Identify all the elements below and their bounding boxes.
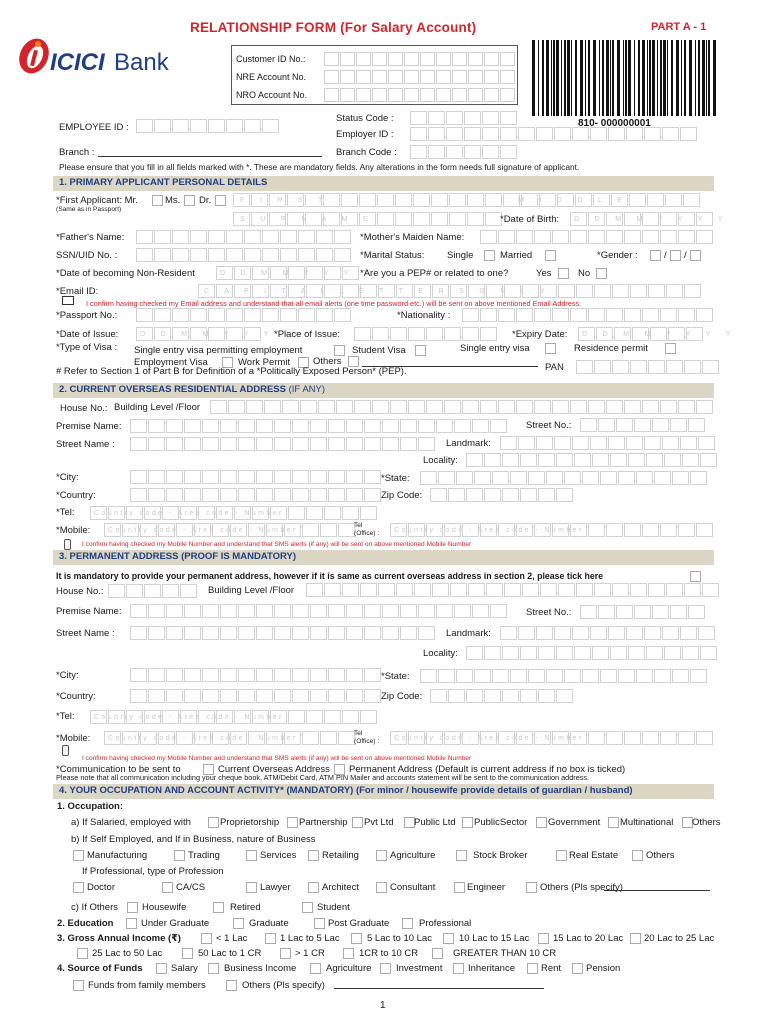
nationality-cells[interactable] <box>462 308 714 322</box>
biz-opts-label-0: Manufacturing <box>87 850 148 861</box>
visa-single-label: Single entry visa <box>460 343 530 354</box>
branch-code-cells[interactable] <box>410 145 518 159</box>
edu-opts-label-0: Under Graduate <box>141 918 210 929</box>
fund-opts-checkbox-0[interactable] <box>156 963 167 974</box>
issue-date-label: *Date of Issue: <box>56 329 119 340</box>
s3-house-label: House No.: <box>56 586 104 597</box>
same-as-current-checkbox[interactable] <box>690 571 701 582</box>
prof-opts-label-2: Lawyer <box>260 882 291 893</box>
customer-id-cells[interactable] <box>324 52 516 66</box>
s2-locality-label: Locality: <box>423 455 458 466</box>
employer-id-label: Employer ID : <box>336 129 394 140</box>
edu-opts-label-2: Post Graduate <box>328 918 390 929</box>
pep-yes-checkbox[interactable] <box>558 268 569 279</box>
s3-tel-placeholder: Country code - Area code - Number <box>94 714 284 721</box>
customer-id-label: Customer ID No.: <box>236 54 306 64</box>
biz-opts-checkbox-2[interactable] <box>246 850 257 861</box>
pan-cells[interactable] <box>576 360 720 374</box>
inc-opts-checkbox-8[interactable] <box>280 948 291 959</box>
gender-f-box[interactable] <box>670 250 681 261</box>
oth-opts-label-2: Student <box>317 902 350 913</box>
sal-opts-label-7: Others <box>692 817 721 828</box>
first-applicant-label: *First Applicant: Mr. <box>56 195 138 206</box>
s2-zip-cells[interactable] <box>430 488 574 502</box>
s2-mobile-placeholder: Country code - Area code - Number <box>108 527 298 534</box>
inc-opts-checkbox-6[interactable] <box>77 948 88 959</box>
s2-country-label: *Country: <box>56 490 96 501</box>
s3-tel-office-label: Tel (Office) : <box>354 730 380 745</box>
building-label: Building Level /Floor <box>114 402 201 413</box>
prof-opts-label-1: CA/CS <box>176 882 206 893</box>
sal-opts-label-2: Pvt Ltd <box>364 817 394 828</box>
passport-label: *Passport No.: <box>56 310 118 321</box>
sal-opts-label-1: Partnership <box>299 817 348 828</box>
fund-opts-checkbox-3[interactable] <box>380 963 391 974</box>
email-placeholder: C A P I T A L L E T T E R S O N L Y <box>204 288 552 295</box>
svg-text:Bank: Bank <box>114 49 169 76</box>
section2-heading: 2. CURRENT OVERSEAS RESIDENTIAL ADDRESS (IF ANY) <box>53 383 714 398</box>
nre-label: NRE Account No. <box>236 72 307 82</box>
dr-label: Dr. <box>199 195 212 206</box>
fund-opts-checkbox-4[interactable] <box>453 963 464 974</box>
s3-house-cells[interactable] <box>108 584 198 598</box>
s3-street-name-cells[interactable] <box>130 626 436 640</box>
biz-opts-checkbox-0[interactable] <box>73 850 84 861</box>
sal-opts-label-4: PublicSector <box>474 817 528 828</box>
s2-city-cells[interactable] <box>130 470 382 484</box>
s2-mobile-confirm-note: I confirm having checked my Mobile Number and understand that SMS alerts (if any) will be sent on above mentioned Mobile Number <box>82 541 472 548</box>
prof-opts-checkbox-4[interactable] <box>376 882 387 893</box>
visa-workpermit-label: Work Permit <box>238 357 291 368</box>
occupation-label: 1. Occupation: <box>57 801 123 812</box>
fund-opts-label-2: Agriculture <box>326 963 372 974</box>
biz-opts-checkbox-6[interactable] <box>556 850 567 861</box>
sal-opts-label-3: Public Ltd <box>414 817 456 828</box>
branch-line[interactable] <box>98 156 322 157</box>
gender-tg-box[interactable] <box>690 250 701 261</box>
form-title: RELATIONSHIP FORM (For Salary Account) <box>190 20 477 35</box>
s2-landmark-label: Landmark: <box>446 438 491 449</box>
prof-opts-checkbox-0[interactable] <box>73 882 84 893</box>
visa-employment-label: Employment Visa <box>134 357 208 368</box>
communication-label: *Communication to be sent to <box>56 764 181 775</box>
fund-opts-label-0: Salary <box>171 963 198 974</box>
prof-opts-label-4: Consultant <box>390 882 436 893</box>
visa-single-employment-checkbox[interactable] <box>334 345 345 356</box>
s2-zip-label: Zip Code: <box>381 490 423 501</box>
s2-state-label: *State: <box>381 473 410 484</box>
s3-city-label: *City: <box>56 670 79 681</box>
inc-opts-label-3: 10 Lac to 15 Lac <box>459 933 530 944</box>
inc-opts-label-9: 1CR to 10 CR <box>359 948 419 959</box>
visa-residence-checkbox[interactable] <box>665 343 676 354</box>
biz-opts-checkbox-1[interactable] <box>174 850 185 861</box>
s3-premise-label: Premise Name: <box>56 606 122 617</box>
inc-opts-label-5: 20 Lac to 25 Lac <box>644 933 715 944</box>
inc-opts-label-10: GREATER THAN 10 CR <box>453 948 557 959</box>
section4-heading: 4. YOUR OCCUPATION AND ACCOUNT ACTIVITY* (MANDATORY) (For minor / housewife provide details of guardian / husband) <box>53 784 714 799</box>
education-label: 2. Education <box>57 918 114 929</box>
fund-opts-checkbox-5[interactable] <box>527 963 538 974</box>
branch-code-label: Branch Code : <box>336 147 397 158</box>
sal-opts-checkbox-2[interactable] <box>352 817 363 828</box>
status-code-cells[interactable] <box>410 111 518 125</box>
issue-date-placeholder: D D M M Y Y Y Y <box>140 331 296 338</box>
s2-tel-placeholder: Country code - Area code - Number <box>94 510 284 517</box>
married-checkbox[interactable] <box>545 250 556 261</box>
fund-opts-checkbox-6[interactable] <box>572 963 583 974</box>
customer-id-box <box>231 45 518 105</box>
ssn-cells[interactable] <box>136 248 352 262</box>
visa-single-employment-label: Single entry visa permitting employment <box>134 345 303 356</box>
s3-country-label: *Country: <box>56 691 96 702</box>
dob-placeholder: D D M M Y Y Y Y <box>574 216 730 223</box>
comm-current-label: Current Overseas Address <box>218 764 330 775</box>
same-as-passport-note: (Same as in Passport) <box>56 206 122 213</box>
dob-label: *Date of Birth: <box>500 214 560 225</box>
s3-zip-cells[interactable] <box>430 689 574 703</box>
inc-opts-checkbox-4[interactable] <box>538 933 549 944</box>
married-label: Married <box>500 250 533 261</box>
s2-building-cells[interactable] <box>210 400 714 414</box>
icici-logo <box>16 34 184 80</box>
s3-tel-label: *Tel: <box>56 711 75 722</box>
nre-cells[interactable] <box>324 70 516 84</box>
communication-note: Please note that all communication including your cheque book, ATM/Debit Card, ATM PIN Mailer and accounts statement will be sent to the communication address. <box>56 773 590 782</box>
biz-opts-checkbox-4[interactable] <box>376 850 387 861</box>
s2-country-cells[interactable] <box>130 488 382 502</box>
inc-opts-checkbox-2[interactable] <box>351 933 362 944</box>
inc-opts-label-6: 25 Lac to 50 Lac <box>92 948 163 959</box>
sal-opts-checkbox-1[interactable] <box>287 817 298 828</box>
s3-street-no-cells[interactable] <box>580 605 706 619</box>
oth-opts-checkbox-0[interactable] <box>127 902 138 913</box>
inc-opts-label-7: 50 Lac to 1 CR <box>198 948 262 959</box>
s2-tel-label: *Tel: <box>56 507 75 518</box>
sal-opts-label-5: Government <box>548 817 601 828</box>
ms-label: Ms. <box>165 195 181 206</box>
middle-placeholder: M I D D L E <box>518 197 629 204</box>
edu-opts-label-1: Graduate <box>249 918 289 929</box>
oth-opts-label-0: Housewife <box>142 902 187 913</box>
s2-city-label: *City: <box>56 472 79 483</box>
fund-opts-label-6: Pension <box>586 963 621 974</box>
sal-opts-checkbox-6[interactable] <box>608 817 619 828</box>
s3-state-cells[interactable] <box>420 669 708 683</box>
s2-tel-office-label: Tel (Office) : <box>354 522 380 537</box>
email-label: *Email ID: <box>56 286 99 297</box>
edu-opts-checkbox-1[interactable] <box>233 918 244 929</box>
inc-opts-label-8: > 1 CR <box>295 948 325 959</box>
s3-state-label: *State: <box>381 671 410 682</box>
barcode <box>530 40 716 116</box>
inc-opts-checkbox-9[interactable] <box>343 948 354 959</box>
ssn-label: SSN/UID No. : <box>56 250 118 261</box>
inc-opts-checkbox-5[interactable] <box>630 933 641 944</box>
inc-opts-checkbox-0[interactable] <box>201 933 212 944</box>
s3-street-no-label: Street No.: <box>526 607 572 618</box>
father-name-label: *Father's Name: <box>56 232 125 243</box>
marital-label: *Marital Status: <box>360 250 425 261</box>
s3-building-cells[interactable] <box>306 583 720 597</box>
s2-landmark-cells[interactable] <box>500 436 716 450</box>
single-label: Single <box>447 250 474 261</box>
s2-tel-office-placeholder: Country code - Area code - Number <box>394 527 584 534</box>
expiry-placeholder: D D M M Y Y Y Y <box>582 331 738 338</box>
father-name-cells[interactable] <box>136 230 352 244</box>
inc-opts-label-4: 15 Lac to 20 Lac <box>553 933 624 944</box>
edu-opts-checkbox-0[interactable] <box>126 918 137 929</box>
inc-opts-label-0: < 1 Lac <box>216 933 248 944</box>
mandatory-notice: Please ensure that you fill in all fields marked with *. These are mandatory fields. Any alterations in the form needs full signature of applicant. <box>59 162 580 172</box>
sal-opts-label-0: Proprietorship <box>220 817 280 828</box>
s3-locality-cells[interactable] <box>466 646 718 660</box>
biz-opts-label-5: Stock Broker <box>473 850 528 861</box>
biz-opts-label-2: Services <box>260 850 297 861</box>
s2-premise-cells[interactable] <box>130 419 508 433</box>
employee-id-cells[interactable] <box>136 119 280 133</box>
source-of-funds-label: 4. Source of Funds <box>57 963 143 974</box>
s3-mobile-label: *Mobile: <box>56 733 91 744</box>
mobile-phone-icon <box>64 539 71 550</box>
prof-opts-label-0: Doctor <box>87 882 115 893</box>
inc-opts-checkbox-1[interactable] <box>265 933 276 944</box>
oth-opts-checkbox-1[interactable] <box>213 902 224 913</box>
employee-id-label: EMPLOYEE ID : <box>59 122 129 133</box>
sal-opts-label-6: Multinational <box>620 817 674 828</box>
s2-locality-cells[interactable] <box>466 453 718 467</box>
s3-tel-office-placeholder: Country code - Area code - Number <box>394 735 584 742</box>
fund-opts-label-1: Business Income <box>224 963 297 974</box>
visa-student-checkbox[interactable] <box>415 345 426 356</box>
surname-placeholder: S U R N A M E <box>240 216 375 223</box>
barcode-number: 810- 000000001 <box>578 118 651 129</box>
s2-street-no-cells[interactable] <box>580 418 706 432</box>
place-of-issue-cells[interactable] <box>354 327 498 341</box>
part-label: PART A - 1 <box>651 21 707 33</box>
fund-opts-label-8: Others (Pls specify) <box>242 980 325 991</box>
prof-opts-label-6: Others (Pls specify) <box>540 882 623 893</box>
permanent-same-note: It is mandatory to provide your permanent address, however if it is same as current overseas address in section 2, please tick here <box>56 571 604 581</box>
inc-opts-checkbox-3[interactable] <box>443 933 454 944</box>
pep-question: *Are you a PEP# or related to one? <box>360 268 509 279</box>
passport-cells[interactable] <box>136 308 352 322</box>
biz-opts-checkbox-5[interactable] <box>456 850 467 861</box>
first-placeholder: F I R S T <box>240 197 330 204</box>
pep-no-label: No <box>578 268 591 279</box>
mr-checkbox[interactable] <box>152 195 163 206</box>
email-icon <box>62 296 74 305</box>
income-label: 3. Gross Annual Income (₹) <box>57 933 181 944</box>
pep-no-checkbox[interactable] <box>596 268 607 279</box>
s3-city-cells[interactable] <box>130 668 382 682</box>
s2-state-cells[interactable] <box>420 471 708 485</box>
s3-country-cells[interactable] <box>130 689 382 703</box>
comm-permanent-label: Permanent Address (Default is current address if no box is ticked) <box>349 764 626 775</box>
fund-opts-checkbox-1[interactable] <box>208 963 219 974</box>
profession-others-line[interactable] <box>604 890 710 891</box>
fund-opts-label-5: Rent <box>541 963 562 974</box>
svg-text:ICICI: ICICI <box>50 49 105 76</box>
biz-opts-checkbox-7[interactable] <box>632 850 643 861</box>
prof-opts-checkbox-2[interactable] <box>246 882 257 893</box>
page-number: 1 <box>380 1000 386 1011</box>
salaried-label: a) If Salaried, employed with <box>71 817 191 828</box>
biz-opts-checkbox-3[interactable] <box>308 850 319 861</box>
sal-opts-checkbox-4[interactable] <box>462 817 473 828</box>
gender-m-box[interactable] <box>650 250 661 261</box>
oth-opts-checkbox-2[interactable] <box>302 902 313 913</box>
dr-checkbox[interactable] <box>215 195 226 206</box>
prof-opts-label-3: Architect <box>322 882 359 893</box>
single-checkbox[interactable] <box>484 250 495 261</box>
fund-opts-checkbox-2[interactable] <box>310 963 321 974</box>
inc-opts-checkbox-10[interactable] <box>432 948 443 959</box>
nro-label: NRO Account No. <box>236 90 308 100</box>
section1-heading: 1. PRIMARY APPLICANT PERSONAL DETAILS <box>53 176 714 191</box>
visa-single-checkbox[interactable] <box>545 343 556 354</box>
nationality-label: *Nationality : <box>397 310 451 321</box>
inc-opts-label-1: 1 Lac to 5 Lac <box>280 933 340 944</box>
inc-opts-label-2: 5 Lac to 10 Lac <box>367 933 432 944</box>
sal-opts-checkbox-0[interactable] <box>208 817 219 828</box>
s3-landmark-cells[interactable] <box>500 626 716 640</box>
funds-others-line[interactable] <box>334 988 544 989</box>
mother-name-cells[interactable] <box>480 230 714 244</box>
professional-label: If Professional, type of Profession <box>82 866 224 877</box>
biz-opts-label-3: Retailing <box>322 850 359 861</box>
place-of-issue-label: *Place of Issue: <box>274 329 341 340</box>
section3-heading: 3. PERMANENT ADDRESS (PROOF IS MANDATORY) <box>53 550 714 565</box>
if-others-label: c) If Others <box>71 902 118 913</box>
visa-type-label: *Type of Visa : <box>56 342 118 353</box>
s3-street-name-label: Street Name : <box>56 628 115 639</box>
s2-mobile-label: *Mobile: <box>56 525 91 536</box>
email-confirm-note: I confirm having checked my Email address and understand that all email alerts (one time password etc.) will be sent on above mentioned Email Address. <box>86 299 582 308</box>
nro-cells[interactable] <box>324 88 516 102</box>
mobile-phone-icon-2 <box>62 745 69 756</box>
fund-opts-label-7: Funds from family members <box>88 980 206 991</box>
visa-student-label: Student Visa <box>352 345 406 356</box>
visa-others-label: Others <box>313 356 342 367</box>
s2-premise-label: Premise Name: <box>56 421 122 432</box>
fund-opts-label-3: Investment <box>396 963 443 974</box>
s3-mobile-placeholder: Country code - Area code - Number <box>108 735 298 742</box>
oth-opts-label-1: Retired <box>230 902 261 913</box>
mother-name-label: *Mother's Maiden Name: <box>360 232 465 243</box>
s3-landmark-label: Landmark: <box>446 628 491 639</box>
employer-id-cells[interactable] <box>410 127 698 141</box>
s3-building-label: Building Level /Floor <box>208 585 295 596</box>
prof-opts-checkbox-5[interactable] <box>454 882 465 893</box>
pep-definition-note: # Refer to Section 1 of Part B for Definition of a *Politically Exposed Person* (PEP). <box>56 366 407 377</box>
gender-label: *Gender : <box>597 250 638 261</box>
biz-opts-label-4: Agriculture <box>390 850 436 861</box>
self-employed-label: b) If Self Employed, and If in Business, nature of Business <box>71 834 316 845</box>
s3-locality-label: Locality: <box>423 648 458 659</box>
biz-opts-label-7: Others <box>646 850 675 861</box>
fund-opts-label-4: Inheritance <box>468 963 516 974</box>
fund-opts-checkbox-7[interactable] <box>73 980 84 991</box>
branch-label: Branch : <box>59 147 95 158</box>
expiry-label: *Expiry Date: <box>512 329 568 340</box>
nonresident-label: *Date of becoming Non-Resident <box>56 268 195 279</box>
edu-opts-label-3: Professional <box>419 918 472 929</box>
biz-opts-label-6: Real Estate <box>569 850 619 861</box>
s2-street-no-label: Street No.: <box>526 420 572 431</box>
nonres-date-placeholder: D D M M Y Y Y Y <box>220 270 376 277</box>
prof-opts-checkbox-3[interactable] <box>308 882 319 893</box>
s3-zip-label: Zip Code: <box>381 691 423 702</box>
fund-opts-checkbox-8[interactable] <box>226 980 237 991</box>
prof-opts-checkbox-6[interactable] <box>526 882 537 893</box>
biz-opts-label-1: Trading <box>188 850 220 861</box>
house-no-label: House No.: <box>60 403 108 414</box>
inc-opts-checkbox-7[interactable] <box>182 948 193 959</box>
edu-opts-checkbox-3[interactable] <box>402 918 413 929</box>
sal-opts-checkbox-5[interactable] <box>536 817 547 828</box>
pep-yes-label: Yes <box>536 268 552 279</box>
visa-residence-label: Residence permit <box>574 343 648 354</box>
prof-opts-checkbox-1[interactable] <box>162 882 173 893</box>
status-code-label: Status Code : <box>336 113 394 124</box>
s2-street-name-label: Street Name : <box>56 439 115 450</box>
s2-street-name-cells[interactable] <box>130 437 436 451</box>
pan-label: PAN <box>545 362 564 373</box>
prof-opts-label-5: Engineer <box>467 882 506 893</box>
edu-opts-checkbox-2[interactable] <box>314 918 325 929</box>
s3-mobile-confirm-note: I confirm having checked my Mobile Number and understand that SMS alerts (if any) will be sent on above mentioned Mobile Number <box>82 755 472 762</box>
ms-checkbox[interactable] <box>184 195 195 206</box>
s3-premise-cells[interactable] <box>130 604 508 618</box>
